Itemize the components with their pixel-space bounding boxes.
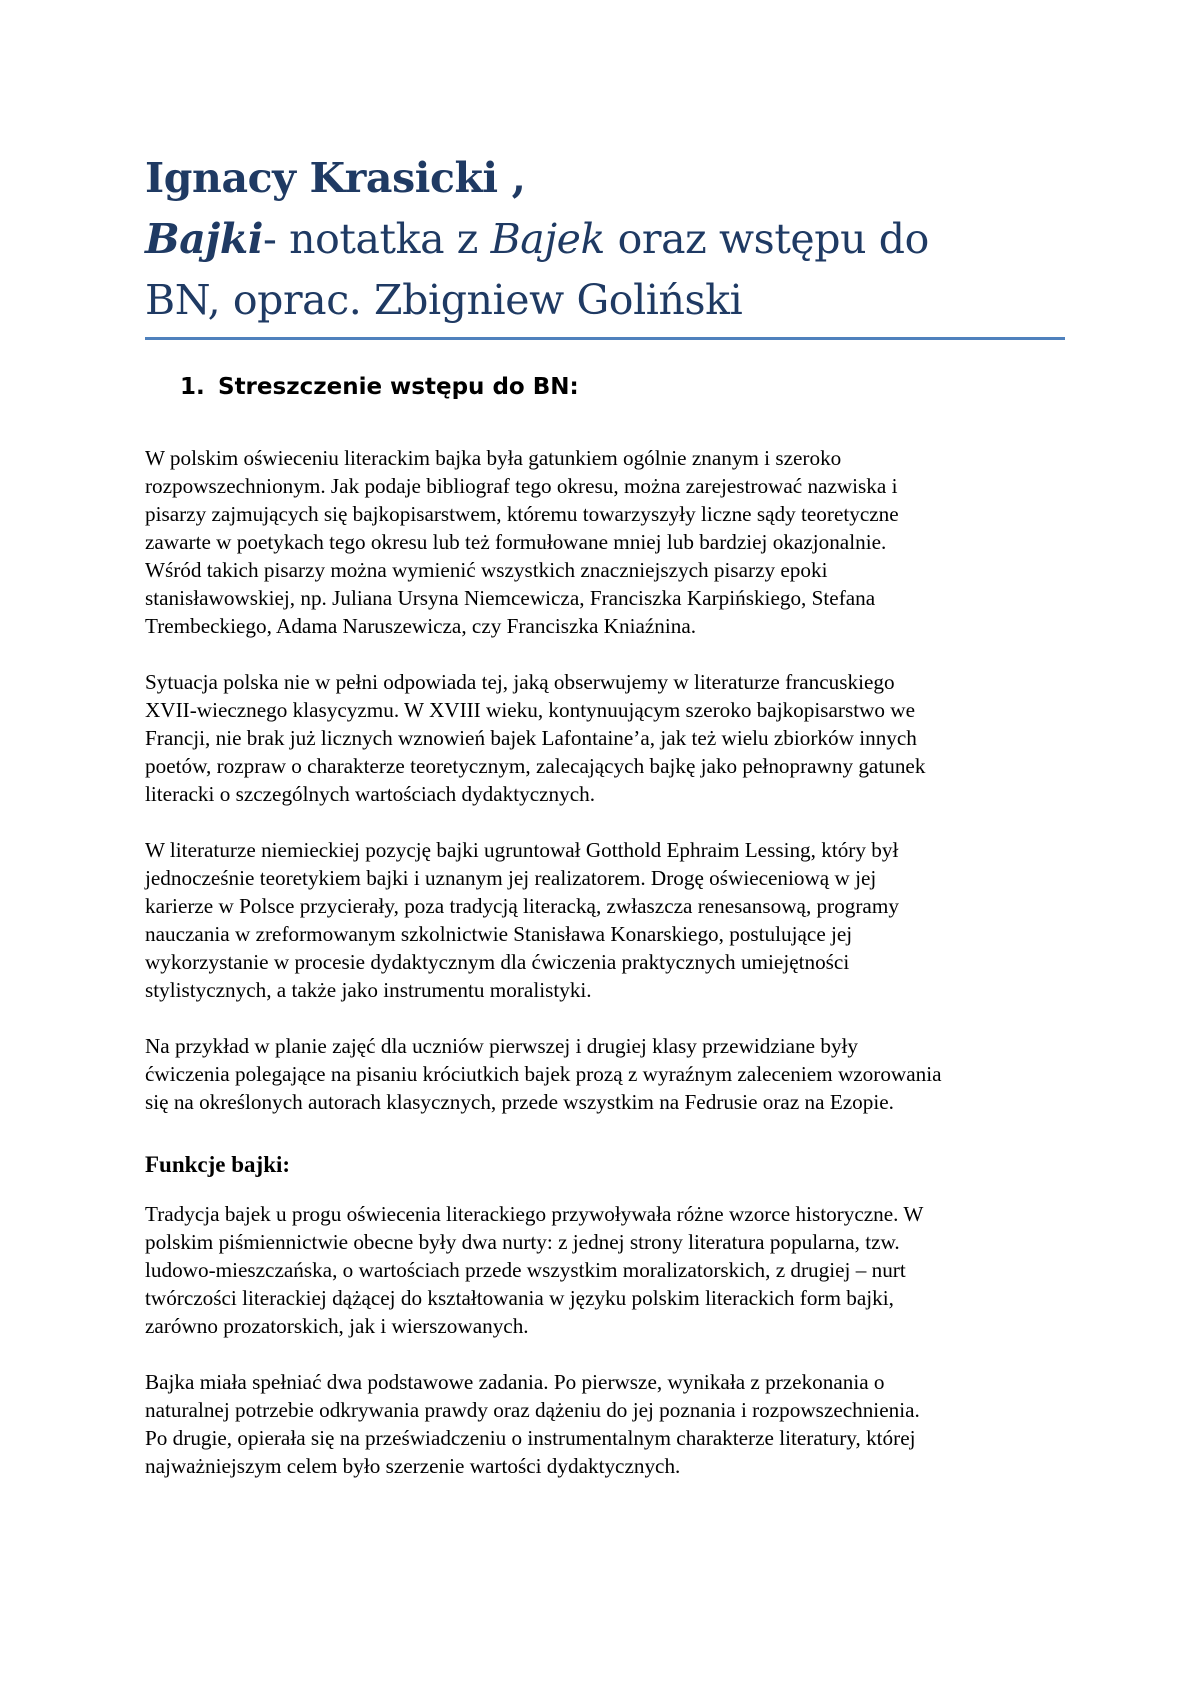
- paragraph-line: karierze w Polsce przycierały, poza tradycją literacką, zwłaszcza renesansową, programy: [145, 894, 899, 918]
- paragraph-line: pisarzy zajmujących się bajkopisarstwem, któremu towarzyszyły liczne sądy teoretyczne: [145, 502, 899, 526]
- paragraph-2: [145, 668, 1075, 808]
- paragraph-line: poetów, rozpraw o charakterze teoretycznym, zalecających bajkę jako pełnoprawny gatunek: [145, 754, 926, 778]
- title-line-work: [145, 209, 1065, 270]
- paragraph-line: Po drugie, opierała się na przeświadczeniu o instrumentalnym charakterze literatury, której: [145, 1426, 916, 1450]
- paragraph-line: W polskim oświeceniu literackim bajka była gatunkiem ogólnie znanym i szeroko: [145, 446, 842, 470]
- paragraph-line: Wśród takich pisarzy można wymienić wszystkich znaczniejszych pisarzy epoki: [145, 558, 828, 582]
- paragraph-line: się na określonych autorach klasycznych, przede wszystkim na Fedrusie oraz na Ezopie.: [145, 1090, 894, 1114]
- subheading-functions: Funkcje bajki:: [145, 1152, 291, 1177]
- paragraph-line: jednocześnie teoretykiem bajki i uznanym jej realizatorem. Drogę oświeceniową w jej: [145, 866, 877, 890]
- title-text-part2: oraz wstępu do: [604, 215, 929, 263]
- paragraph-line: rozpowszechnionym. Jak podaje bibliograf tego okresu, można zarejestrować nazwiska i: [145, 474, 898, 498]
- paragraph-line: wykorzystanie w procesie dydaktycznym dla ćwiczenia praktycznych umiejętności: [145, 950, 850, 974]
- paragraph-line: stanisławowskiej, np. Juliana Ursyna Niemcewicza, Franciszka Karpińskiego, Stefana: [145, 586, 876, 610]
- paragraph-line: ludowo-mieszczańska, o wartościach przede wszystkim moralizatorskich, z drugiej – nurt: [145, 1258, 906, 1282]
- paragraph-line: Na przykład w planie zajęć dla uczniów pierwszej i drugiej klasy przewidziane były: [145, 1034, 859, 1058]
- title-line-source: BN, oprac. Zbigniew Goliński: [145, 276, 743, 324]
- title-work-name: Bajki: [145, 215, 264, 263]
- paragraph-line: literacki o szczególnych wartościach dydaktycznych.: [145, 782, 596, 806]
- paragraph-line: naturalnej potrzebie odkrywania prawdy oraz dążeniu do jej poznania i rozpowszechnienia.: [145, 1398, 920, 1422]
- paragraph-line: Bajka miała spełniać dwa podstawowe zadania. Po pierwsze, wynikała z przekonania o: [145, 1370, 885, 1394]
- title-underline-rule: [145, 337, 1065, 340]
- paragraph-line: ćwiczenia polegające na pisaniu króciutkich bajek prozą z wyraźnym zaleceniem wzorowania: [145, 1062, 942, 1086]
- paragraph-line: zarówno prozatorskich, jak i wierszowanych.: [145, 1314, 529, 1338]
- paragraph-line: Trembeckiego, Adama Naruszewicza, czy Franciszka Kniaźnina.: [145, 614, 697, 638]
- paragraph-line: W literaturze niemieckiej pozycję bajki ugruntował Gotthold Ephraim Lessing, który był: [145, 838, 899, 862]
- paragraph-line: zawarte w poetykach tego okresu lub też formułowane mniej lub bardziej okazjonalnie.: [145, 530, 887, 554]
- paragraph-1: [145, 444, 1075, 640]
- paragraph-line: XVII-wiecznego klasycyzmu. W XVIII wieku, kontynuującym szeroko bajkopisarstwo we: [145, 698, 915, 722]
- section-heading-text: Streszczenie wstępu do BN:: [218, 374, 579, 400]
- section-heading: [180, 374, 579, 400]
- paragraph-4: [145, 1032, 1075, 1116]
- title-work-name-genitive: Bajek: [490, 215, 605, 263]
- paragraph-line: Tradycja bajek u progu oświecenia literackiego przywoływała różne wzorce historyczne. W: [145, 1202, 924, 1226]
- paragraph-line: Sytuacja polska nie w pełni odpowiada tej, jaką obserwujemy w literaturze francuskiego: [145, 670, 895, 694]
- title-text-part1: - notatka z: [263, 215, 491, 263]
- document-title: [145, 148, 1065, 331]
- paragraph-line: najważniejszym celem było szerzenie wartości dydaktycznych.: [145, 1454, 681, 1478]
- paragraph-6: [145, 1368, 1075, 1480]
- paragraph-line: twórczości literackiej dążącej do kształtowania w języku polskim literackich form bajki,: [145, 1286, 894, 1310]
- section-heading-number: 1.: [180, 374, 205, 400]
- paragraph-3: [145, 836, 1075, 1004]
- paragraph-5: [145, 1200, 1075, 1340]
- paragraph-line: polskim piśmiennictwie obecne były dwa nurty: z jednej strony literatura popularna, tzw.: [145, 1230, 900, 1254]
- paragraph-line: stylistycznych, a także jako instrumentu moralistyki.: [145, 978, 592, 1002]
- title-line-author: Ignacy Krasicki ,: [145, 154, 526, 202]
- paragraph-line: nauczania w zreformowanym szkolnictwie Stanisława Konarskiego, postulujące jej: [145, 922, 853, 946]
- paragraph-line: Francji, nie brak już licznych wznowień bajek Lafontaine’a, jak też wielu zbiorków innych: [145, 726, 917, 750]
